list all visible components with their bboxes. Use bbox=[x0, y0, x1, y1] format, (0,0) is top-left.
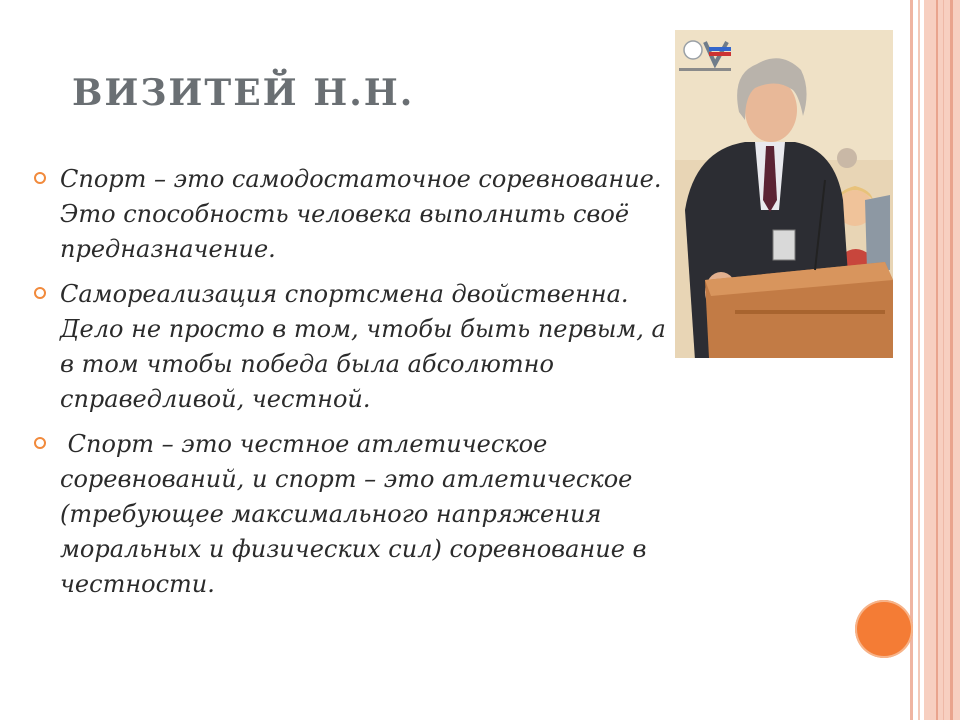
stripe bbox=[924, 0, 960, 720]
list-item bbox=[34, 162, 684, 267]
stripe bbox=[918, 0, 920, 720]
bullet-ring-icon bbox=[34, 437, 46, 449]
slide-title: ВИЗИТЕЙ Н.Н. bbox=[72, 72, 415, 114]
bullet-text: Самореализация спортсмена двойственна. Дело не просто в том, чтобы быть первым, а в том чтобы победа была абсолютно справедливой, честной. bbox=[60, 280, 666, 413]
stripe bbox=[943, 0, 944, 720]
background-head bbox=[837, 148, 857, 168]
bullet-ring-icon bbox=[34, 287, 46, 299]
decorative-circle bbox=[855, 600, 913, 658]
stripe bbox=[910, 0, 913, 720]
laptop bbox=[865, 195, 890, 270]
bullet-ring-icon bbox=[34, 172, 46, 184]
bullet-text: Спорт – это самодостаточное соревнование. Это способность человека выполнить своё предназначение. bbox=[60, 165, 662, 263]
list-item bbox=[34, 277, 684, 417]
list-item bbox=[34, 427, 684, 602]
bullet-text: Спорт – это честное атлетическое соревнований, и спорт – это атлетическое (требующее максимального напряжения моральных и физических сил) соревнование в честности. bbox=[60, 430, 655, 598]
lectern-trim bbox=[735, 310, 885, 314]
name-badge bbox=[773, 230, 795, 260]
speaker-photo bbox=[675, 30, 893, 358]
decorative-stripes bbox=[910, 0, 960, 720]
stripe bbox=[936, 0, 938, 720]
bullet-list bbox=[34, 162, 684, 612]
stripe bbox=[950, 0, 953, 720]
